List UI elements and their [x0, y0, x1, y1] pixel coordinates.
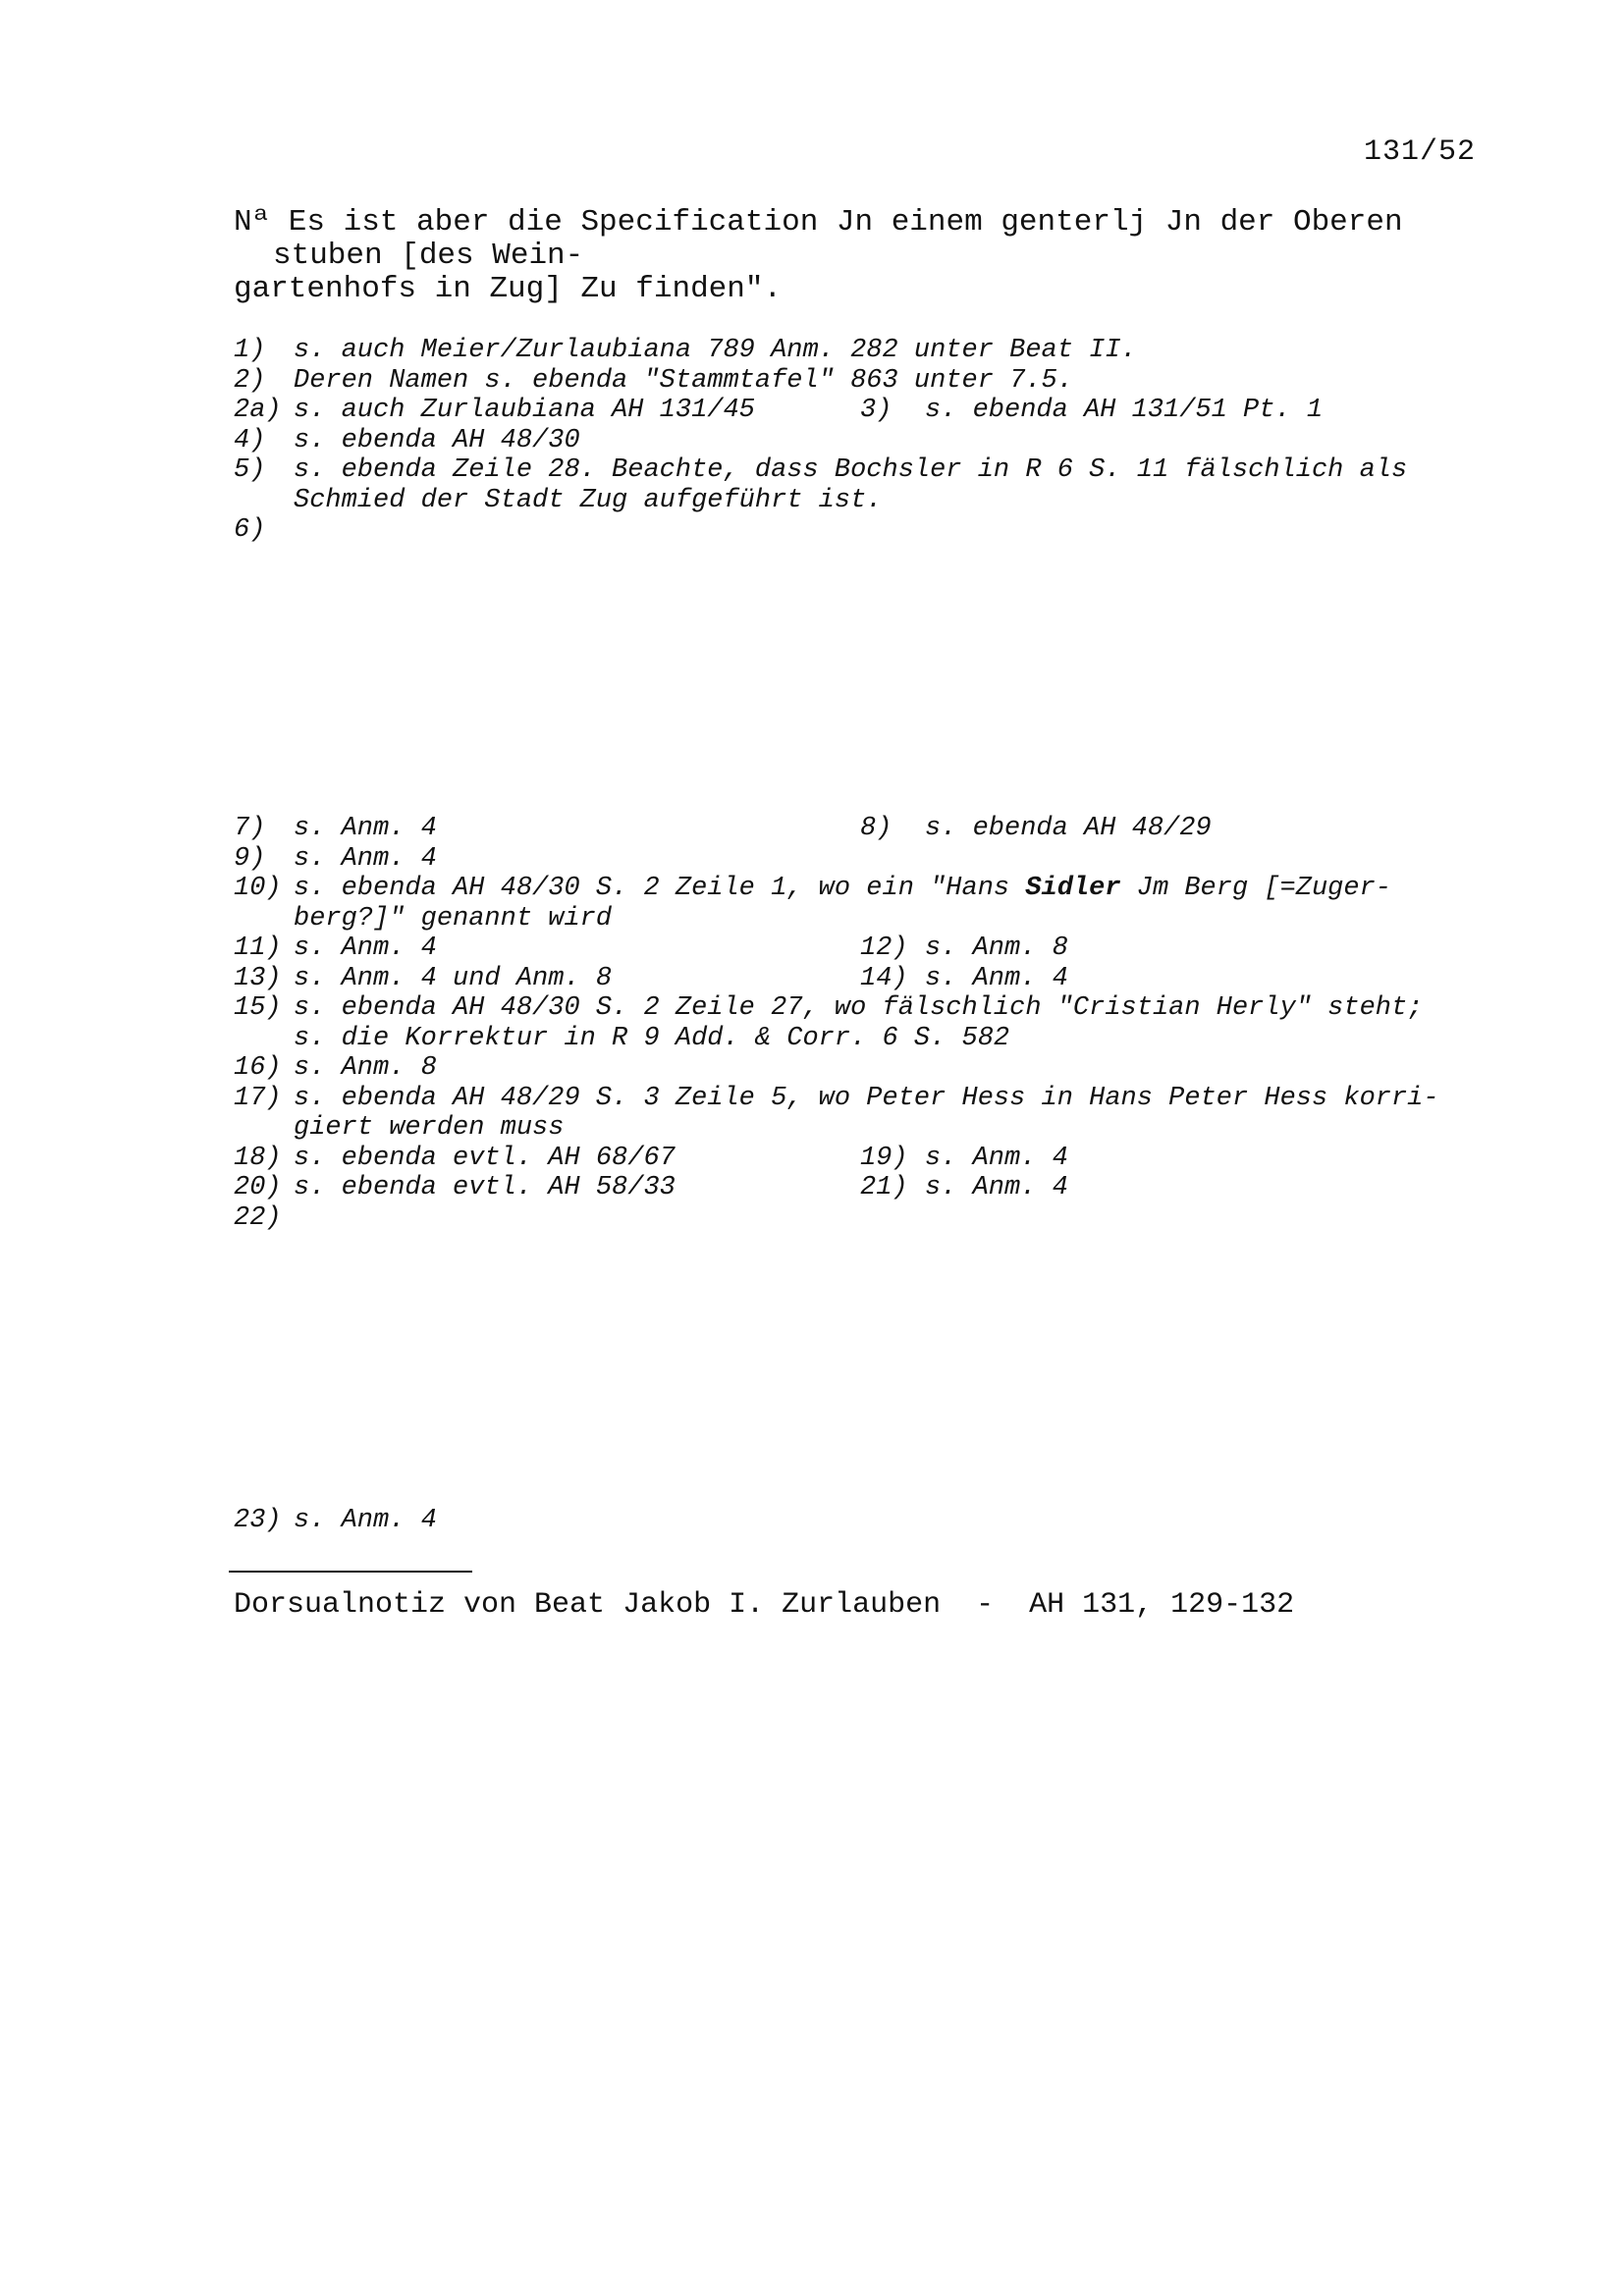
footnote-continuation: berg?]" genannt wird [294, 903, 613, 934]
footnote [860, 814, 1212, 844]
footnote-text: s. auch Zurlaubiana AH 131/45 [294, 396, 755, 425]
quote-line: Nª Es ist aber die Specification Jn einem genterlj Jn der Oberen [234, 205, 1403, 240]
footnote-separator-rule [229, 1571, 472, 1573]
quote-line: gartenhofs in Zug] Zu finden". [234, 272, 783, 306]
footnote [234, 366, 1407, 397]
footnote-number: 10) [234, 874, 282, 903]
footnote-pair [234, 396, 1407, 426]
footnote-pair [234, 814, 1439, 844]
footnote [860, 396, 1323, 426]
footnote-pair [234, 964, 1439, 994]
footnote-text: s. ebenda Zeile 28. Beachte, dass Bochsler in R 6 S. 11 fälschlich als [294, 455, 1408, 485]
footnote [234, 1203, 1439, 1234]
footnote-number: 18) [234, 1143, 282, 1173]
footnote-continuation: Schmied der Stadt Zug aufgeführt ist. [294, 485, 883, 515]
footnote-text: s. Anm. 4 [925, 1143, 1068, 1173]
footnote-number: 4) [234, 425, 266, 455]
footnote-number: 7) [234, 814, 266, 843]
footnote [234, 455, 1407, 486]
footnote [234, 336, 1407, 366]
footnote-number: 15) [234, 993, 282, 1023]
footnote-number: 11) [234, 934, 282, 963]
footnote-number: 23) [234, 1506, 282, 1535]
footnote [234, 426, 1407, 456]
footnote-text: s. ebenda AH 48/30 [294, 425, 580, 455]
footnote-text: s. Anm. 4 [294, 843, 437, 874]
footnote-pair [234, 1173, 1439, 1203]
bold-name: Sidler [1025, 874, 1121, 903]
page-number: 131/52 [1363, 135, 1476, 169]
footnote-text [294, 874, 1391, 904]
footnote-text: s. ebenda evtl. AH 68/67 [294, 1143, 676, 1173]
footnote-pair [234, 934, 1439, 964]
footnote-text: s. ebenda AH 48/29 S. 3 Zeile 5, wo Peter Hess in Hans Peter Hess korri- [294, 1083, 1439, 1113]
footnote-text: s. Anm. 4 [294, 1506, 437, 1535]
footnote-text: Deren Namen s. ebenda "Stammtafel" 863 unter 7.5. [294, 365, 1073, 396]
footnote-text: s. Anm. 4 und Anm. 8 [294, 963, 613, 993]
footnote-number: 9) [234, 843, 266, 874]
footnote-continuation: s. die Korrektur in R 9 Add. & Corr. 6 S. 582 [294, 1023, 1010, 1053]
quote-line: stuben [des Wein- [273, 239, 584, 273]
footnote-text: s. Anm. 8 [925, 934, 1068, 963]
footnote-text: s. auch Meier/Zurlaubiana 789 Anm. 282 unter Beat II. [294, 336, 1137, 365]
footnote [234, 515, 1407, 546]
footnote-number: 12) [860, 934, 908, 963]
footnote [860, 964, 1068, 994]
footnotes-block-a [234, 336, 1407, 546]
footnote-number: 19) [860, 1143, 908, 1173]
footnote-text: s. Anm. 4 [925, 963, 1068, 993]
footnote-text: s. Anm. 4 [925, 1173, 1068, 1202]
footnote-text: s. ebenda evtl. AH 58/33 [294, 1173, 676, 1202]
footnote [234, 1053, 1439, 1084]
footnote-text-part: Jm Berg [=Zuger- [1120, 874, 1391, 903]
footnote-number: 14) [860, 963, 908, 993]
footnote [234, 844, 1439, 875]
footnote-number: 5) [234, 455, 266, 485]
footnote-text: s. Anm. 4 [294, 814, 437, 843]
footnote [860, 1173, 1068, 1203]
footnote-text-part: s. ebenda AH 48/30 S. 2 Zeile 1, wo ein "Hans [294, 874, 1026, 903]
footnote-number: 16) [234, 1053, 282, 1083]
footnote-number: 6) [234, 515, 266, 545]
footnote-number: 20) [234, 1173, 282, 1202]
footnote [234, 1084, 1439, 1114]
footnote [860, 934, 1068, 964]
footnote-number: 3) [860, 396, 893, 425]
footnote [234, 874, 1439, 904]
footnote-text: s. ebenda AH 48/30 S. 2 Zeile 27, wo fälschlich "Cristian Herly" steht; [294, 993, 1424, 1023]
footnote-text: s. ebenda AH 48/29 [925, 814, 1212, 843]
footnote-text: s. ebenda AH 131/51 Pt. 1 [925, 396, 1324, 425]
footnote-number: 2) [234, 365, 266, 396]
footnotes-block-c [234, 1506, 437, 1536]
footnote-continuation: giert werden muss [294, 1113, 565, 1143]
footnote-text: s. Anm. 4 [294, 934, 437, 963]
footnote-number: 21) [860, 1173, 908, 1202]
quote-paragraph [234, 206, 1461, 306]
footnote [860, 1144, 1068, 1174]
footnote-pair [234, 1144, 1439, 1174]
dorsual-note: Dorsualnotiz von Beat Jakob I. Zurlauben - AH 131, 129-132 [234, 1588, 1295, 1622]
footnote [234, 1506, 437, 1536]
footnote-number: 22) [234, 1202, 282, 1233]
footnote-text: s. Anm. 8 [294, 1053, 437, 1083]
footnote [234, 993, 1439, 1024]
footnote-number: 2a) [234, 396, 282, 425]
footnote-number: 13) [234, 963, 282, 993]
footnotes-block-b [234, 814, 1439, 1233]
footnote-number: 17) [234, 1083, 282, 1113]
footnote-number: 1) [234, 336, 266, 365]
footnote-number: 8) [860, 814, 893, 843]
